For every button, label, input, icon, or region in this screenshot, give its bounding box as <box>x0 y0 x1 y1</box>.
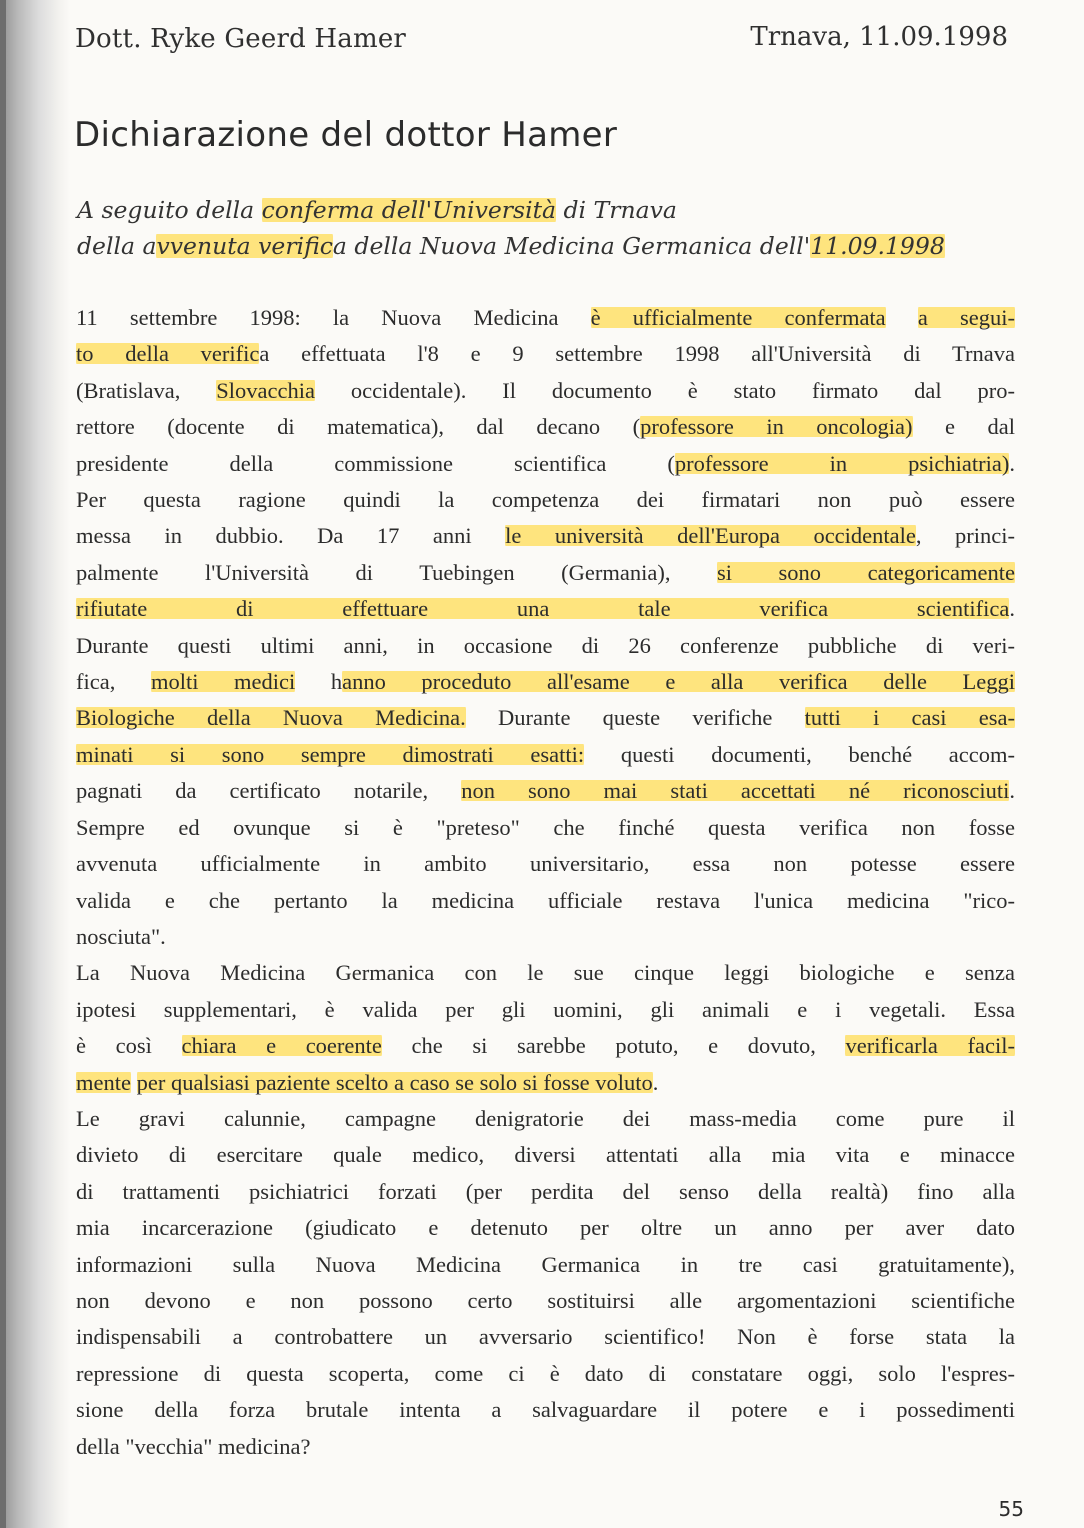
text-segment: Per questa ragione quindi la competenza dei firmatari non può essere <box>76 487 1015 513</box>
highlighted-text: si sono categoricamente <box>717 559 1015 585</box>
highlighted-text: chiara e coerente <box>181 1033 382 1059</box>
text-segment: (Bratislava, <box>76 377 217 403</box>
text-segment: non devono e non possono certo sostituirsi alle argomentazioni scientifiche <box>76 1287 1015 1313</box>
text-line <box>76 1283 1015 1319</box>
text-line <box>76 446 1015 482</box>
text-segment: Sempre ed ovunque si è "preteso" che finché questa verifica non fosse <box>76 814 1015 840</box>
text-segment: a della Nuova Medicina Germanica dell' <box>332 232 811 260</box>
text-line <box>76 883 1015 919</box>
text-line <box>76 336 1015 372</box>
text-line <box>76 482 1015 518</box>
text-segment: indispensabili a controbattere un avversario scientifico! Non è forse stata la <box>76 1324 1015 1350</box>
text-line <box>76 555 1015 591</box>
text-line <box>76 628 1015 664</box>
text-segment: avvenuta ufficialmente in ambito universitario, essa non potesse essere <box>76 851 1015 877</box>
text-segment: della a <box>77 232 157 260</box>
text-segment <box>886 305 918 330</box>
text-segment: repressione di questa scoperta, come ci è dato di constatare oggi, solo l'espres- <box>76 1360 1015 1386</box>
body-text <box>76 300 1015 1465</box>
text-line <box>76 409 1015 445</box>
text-segment <box>131 1070 137 1095</box>
text-line <box>76 373 1015 409</box>
text-segment: , princi- <box>915 523 1016 549</box>
highlighted-text: minati si sono sempre dimostrati esatti: <box>76 741 585 767</box>
subtitle-line-2 <box>77 228 1017 264</box>
text-segment: mia incarcerazione (giudicato e detenuto per oltre un anno per aver dato <box>76 1215 1015 1241</box>
text-segment: a effettuata l'8 e 9 settembre 1998 all'Università di Trnava <box>259 341 1015 367</box>
text-line <box>76 919 1015 955</box>
text-line <box>76 1247 1015 1283</box>
highlighted-text: verificarla facil- <box>845 1033 1016 1059</box>
highlighted-text: molti medici <box>150 669 296 695</box>
text-line <box>76 1101 1015 1137</box>
text-segment: nosciuta". <box>76 923 166 949</box>
highlighted-text: 11.09.1998 <box>810 232 945 260</box>
text-segment: ipotesi supplementari, è valida per gli uomini, gli animali e i vegetali. Essa <box>76 996 1015 1022</box>
page-number: 55 <box>998 1497 1024 1521</box>
highlighted-text: conferma dell'Università <box>261 196 557 224</box>
text-segment: palmente l'Università di Tuebingen (Germania), <box>76 559 717 585</box>
text-segment: di Trnava <box>556 196 677 224</box>
text-segment: sione della forza brutale intenta a salvaguardare il potere e i possedimenti <box>76 1397 1015 1423</box>
header-date: Trnava, 11.09.1998 <box>750 22 1008 52</box>
text-line <box>76 992 1015 1028</box>
highlighted-text: le università dell'Europa occidentale <box>505 523 916 549</box>
text-line <box>76 1210 1015 1246</box>
highlighted-text: tutti i casi esa- <box>804 705 1015 731</box>
text-line <box>76 1392 1015 1428</box>
text-line <box>76 700 1015 736</box>
highlighted-text: vvenuta verific <box>156 232 333 260</box>
text-segment: di trattamenti psichiatrici forzati (per perdita del senso della realtà) fino alla <box>76 1178 1015 1204</box>
text-segment: . <box>652 1069 659 1095</box>
subtitle <box>77 192 1017 264</box>
text-line <box>76 846 1015 882</box>
subtitle-line-1 <box>77 192 1017 228</box>
text-segment: rettore (docente di matematica), dal decano ( <box>76 414 641 440</box>
highlighted-text: professore in psichiatria) <box>674 450 1010 476</box>
text-line <box>76 773 1015 809</box>
page-edge <box>0 0 6 1528</box>
highlighted-text: professore in oncologia) <box>640 414 913 440</box>
highlighted-text: Slovacchia <box>216 377 315 403</box>
text-segment: informazioni sulla Nuova Medicina Germanica in tre casi gratuitamente), <box>76 1251 1015 1277</box>
text-segment: . <box>1009 596 1015 622</box>
text-segment: Le gravi calunnie, campagne denigratorie dei mass-media come pure il <box>76 1105 1015 1131</box>
text-line <box>76 810 1015 846</box>
text-segment: che si sarebbe potuto, e dovuto, <box>381 1033 846 1059</box>
text-segment: fica, <box>76 669 151 695</box>
text-segment: e dal <box>912 414 1015 440</box>
page-title: Dichiarazione del dottor Hamer <box>74 115 618 155</box>
highlighted-text: a segui- <box>917 305 1016 330</box>
highlighted-text: mente <box>76 1069 131 1095</box>
text-segment: . <box>1009 778 1015 804</box>
text-line <box>76 1174 1015 1210</box>
highlighted-text: to della verific <box>76 341 260 367</box>
highlighted-text: è ufficialmente confermata <box>590 305 886 330</box>
text-segment: h <box>295 669 343 695</box>
text-segment: . <box>1009 450 1015 476</box>
text-segment: valida e che pertanto la medicina ufficiale restava l'unica medicina "rico- <box>76 887 1015 913</box>
text-line <box>76 1028 1015 1064</box>
text-segment: della "vecchia" medicina? <box>76 1433 311 1459</box>
highlighted-text: non sono mai stati accettati né riconosciuti <box>461 778 1010 804</box>
text-line <box>76 300 1015 336</box>
text-line <box>76 737 1015 773</box>
text-segment: Durante questi ultimi anni, in occasione di 26 conferenze pubbliche di veri- <box>76 632 1015 658</box>
text-line <box>76 664 1015 700</box>
highlighted-text: Biologiche della Nuova Medicina. <box>76 705 466 731</box>
text-line <box>76 1137 1015 1173</box>
text-line <box>76 955 1015 991</box>
text-segment: occidentale). Il documento è stato firmato dal pro- <box>314 377 1015 403</box>
text-segment: presidente della commissione scientifica ( <box>76 450 675 476</box>
text-segment: La Nuova Medicina Germanica con le sue cinque leggi biologiche e senza <box>76 960 1015 986</box>
text-segment: A seguito della <box>77 196 262 224</box>
text-line <box>76 591 1015 627</box>
text-segment: questi documenti, benché accom- <box>584 741 1015 767</box>
text-segment: divieto di esercitare quale medico, diversi attentati alla mia vita e minacce <box>76 1142 1015 1168</box>
text-segment: Durante queste verifiche <box>465 705 805 731</box>
text-line <box>76 1429 1015 1465</box>
text-line <box>76 1065 1015 1101</box>
text-line <box>76 1319 1015 1355</box>
header-author: Dott. Ryke Geerd Hamer <box>75 24 407 54</box>
text-segment: messa in dubbio. Da 17 anni <box>76 523 506 549</box>
text-segment: pagnati da certificato notarile, <box>76 778 462 804</box>
highlighted-text: anno proceduto all'esame e alla verifica delle Leggi <box>342 669 1016 695</box>
highlighted-text: per qualsiasi paziente scelto a caso se solo si fosse voluto <box>136 1069 653 1095</box>
binding-shadow <box>0 0 70 1528</box>
text-segment: 11 settembre 1998: la Nuova Medicina <box>76 305 591 330</box>
highlighted-text: rifiutate di effettuare una tale verifica scientifica <box>76 596 1010 622</box>
text-segment: è così <box>76 1033 182 1059</box>
text-line <box>76 1356 1015 1392</box>
text-line <box>76 518 1015 554</box>
